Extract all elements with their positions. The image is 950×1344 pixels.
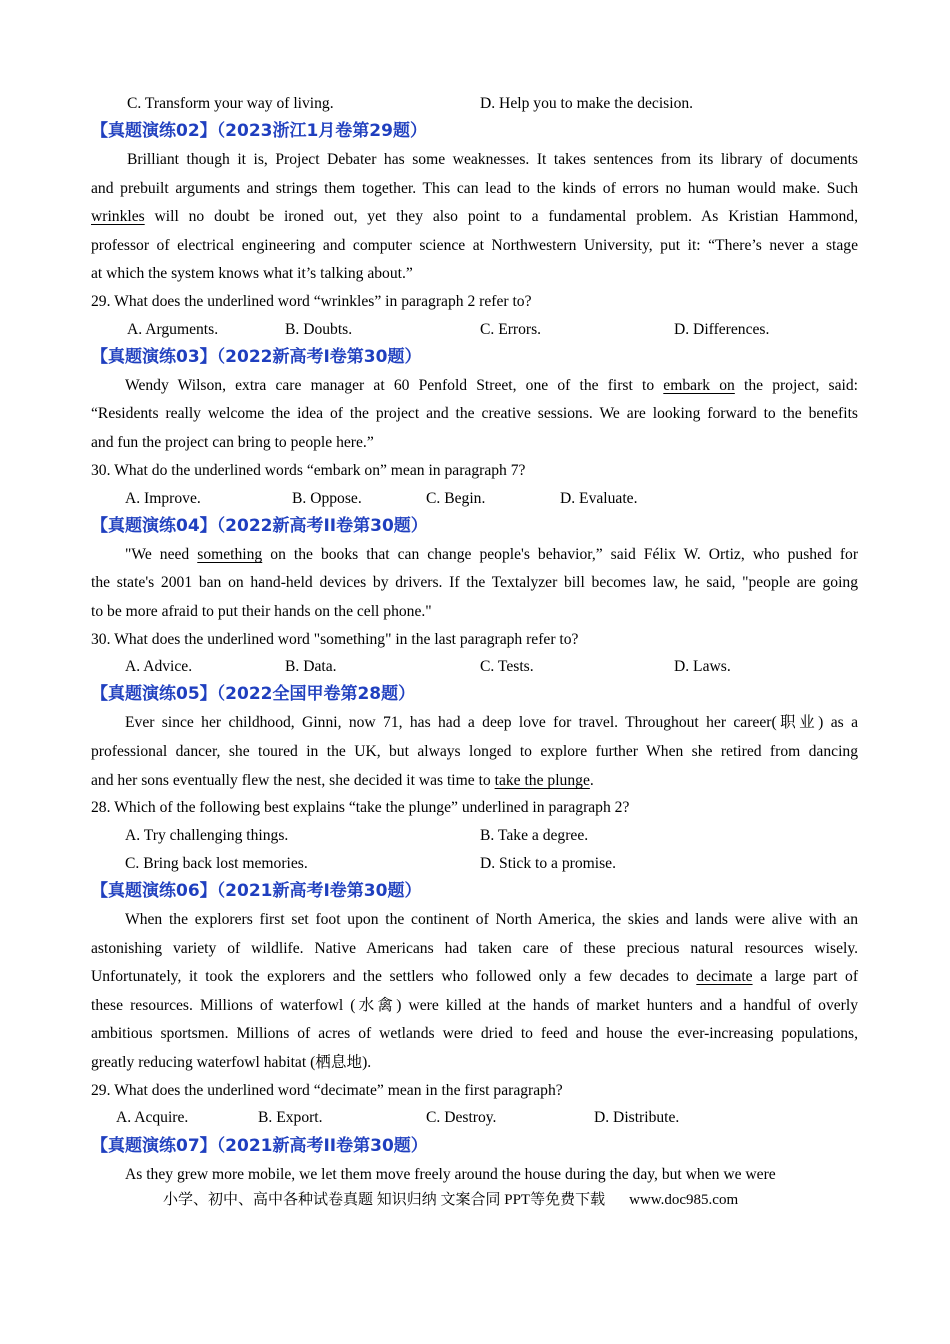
option-d: D. Evaluate.	[560, 490, 638, 507]
option-b: B. Oppose.	[292, 490, 362, 507]
passage-line: Brilliant though it is, Project Debater has some weaknesses. It takes sentences from its library of documents	[127, 151, 858, 168]
option-b: B. Take a degree.	[480, 827, 589, 844]
passage-line: to be more afraid to put their hands on the cell phone."	[91, 603, 432, 620]
option-c: C. Transform your way of living.	[127, 95, 334, 112]
page-footer	[163, 1190, 738, 1210]
section-heading: 【真题演练04】（2022新高考II卷第30题）	[91, 516, 428, 536]
option-d: D. Help you to make the decision.	[480, 95, 694, 112]
option-b: B. Export.	[258, 1109, 323, 1126]
underlined-word: decimate	[696, 968, 753, 985]
question: 29. What does the underlined word “decimate” mean in the first paragraph?	[91, 1082, 563, 1099]
passage-line: greatly reducing waterfowl habitat (栖息地).	[91, 1054, 372, 1071]
option-c: C. Errors.	[480, 321, 542, 338]
underlined-word: something	[197, 546, 263, 563]
passage-line: wrinkles will no doubt be ironed out, yet they also point to a fundamental problem. As Kristian Hammond,	[91, 208, 858, 225]
passage-line: these resources. Millions of waterfowl (水禽) were killed at the hands of market hunters and a handful of overly	[91, 997, 858, 1014]
option-b: B. Doubts.	[285, 321, 353, 338]
question: 29. What does the underlined word “wrinkles” in paragraph 2 refer to?	[91, 293, 532, 310]
section-heading: 【真题演练02】（2023浙江1月卷第29题）	[91, 121, 427, 141]
question: 30. What do the underlined words “embark on” mean in paragraph 7?	[91, 462, 526, 479]
question: 28. Which of the following best explains “take the plunge” underlined in paragraph 2?	[91, 799, 630, 816]
passage-line: Wendy Wilson, extra care manager at 60 Penfold Street, one of the first to embark on the project, said:	[125, 377, 858, 394]
footer-text: 小学、初中、高中各种试卷真题 知识归纳 文案合同 PPT等免费下载	[163, 1192, 606, 1208]
option-c: C. Tests.	[480, 658, 534, 675]
underlined-word: take the plunge	[494, 772, 590, 789]
option-c: C. Destroy.	[426, 1109, 497, 1126]
passage-line: Unfortunately, it took the explorers and the settlers who followed only a few decades to decimate a large part of	[91, 968, 859, 985]
passage-line: When the explorers first set foot upon the continent of North America, the skies and lands were alive with an	[125, 911, 858, 928]
passage-line: and her sons eventually flew the nest, she decided it was time to take the plunge.	[91, 772, 594, 789]
option-d: D. Differences.	[674, 321, 770, 338]
passage-line: professor of electrical engineering and computer science at Northwestern University, put it: “There’s never a stage	[91, 237, 858, 254]
passage-line: astonishing variety of wildlife. Native Americans had taken care of these precious natural resources wisely.	[91, 940, 858, 957]
option-d: D. Stick to a promise.	[480, 855, 616, 872]
option-c: C. Begin.	[426, 490, 486, 507]
option-a: A. Arguments.	[127, 321, 219, 338]
option-c: C. Bring back lost memories.	[125, 855, 308, 872]
option-a: A. Try challenging things.	[125, 827, 289, 844]
option-d: D. Distribute.	[594, 1109, 680, 1126]
option-d: D. Laws.	[674, 658, 731, 675]
option-a: A. Improve.	[125, 490, 201, 507]
underlined-word: wrinkles	[91, 208, 145, 225]
passage-line: As they grew more mobile, we let them move freely around the house during the day, but when we were	[125, 1166, 776, 1183]
underlined-word: embark on	[663, 377, 735, 394]
passage-line: at which the system knows what it’s talking about.”	[91, 265, 413, 282]
passage-line: and prebuilt arguments and strings them together. This can lead to the kinds of errors no human would make. Such	[91, 180, 858, 197]
passage-line: the state's 2001 ban on hand-held devices by drivers. If the Textalyzer bill becomes law, he said, "people are going	[91, 574, 858, 591]
passage-line: ambitious sportsmen. Millions of acres of wetlands were dried to feed and house the ever-increasing populations,	[91, 1025, 858, 1042]
section-heading: 【真题演练06】（2021新高考I卷第30题）	[91, 881, 422, 901]
passage-line: Ever since her childhood, Ginni, now 71, has had a deep love for travel. Throughout her career(职业) as a	[125, 714, 858, 731]
passage-line: “Residents really welcome the idea of the project and the creative sessions. We are looking forward to the benefits	[91, 405, 858, 422]
option-b: B. Data.	[285, 658, 337, 675]
section-heading: 【真题演练07】（2021新高考II卷第30题）	[91, 1136, 428, 1156]
section-heading: 【真题演练03】（2022新高考I卷第30题）	[91, 347, 422, 367]
passage-line: professional dancer, she toured in the UK, but always longed to explore further When she retired from dancing	[91, 743, 858, 760]
option-a: A. Advice.	[125, 658, 193, 675]
section-heading: 【真题演练05】（2022全国甲卷第28题）	[91, 684, 416, 704]
passage-line: and fun the project can bring to people here.”	[91, 434, 374, 451]
option-a: A. Acquire.	[116, 1109, 189, 1126]
footer-site: www.doc985.com	[629, 1192, 739, 1208]
question: 30. What does the underlined word "something" in the last paragraph refer to?	[91, 631, 579, 648]
passage-line: "We need something on the books that can change people's behavior,” said Félix W. Ortiz, who pushed for	[125, 546, 859, 563]
